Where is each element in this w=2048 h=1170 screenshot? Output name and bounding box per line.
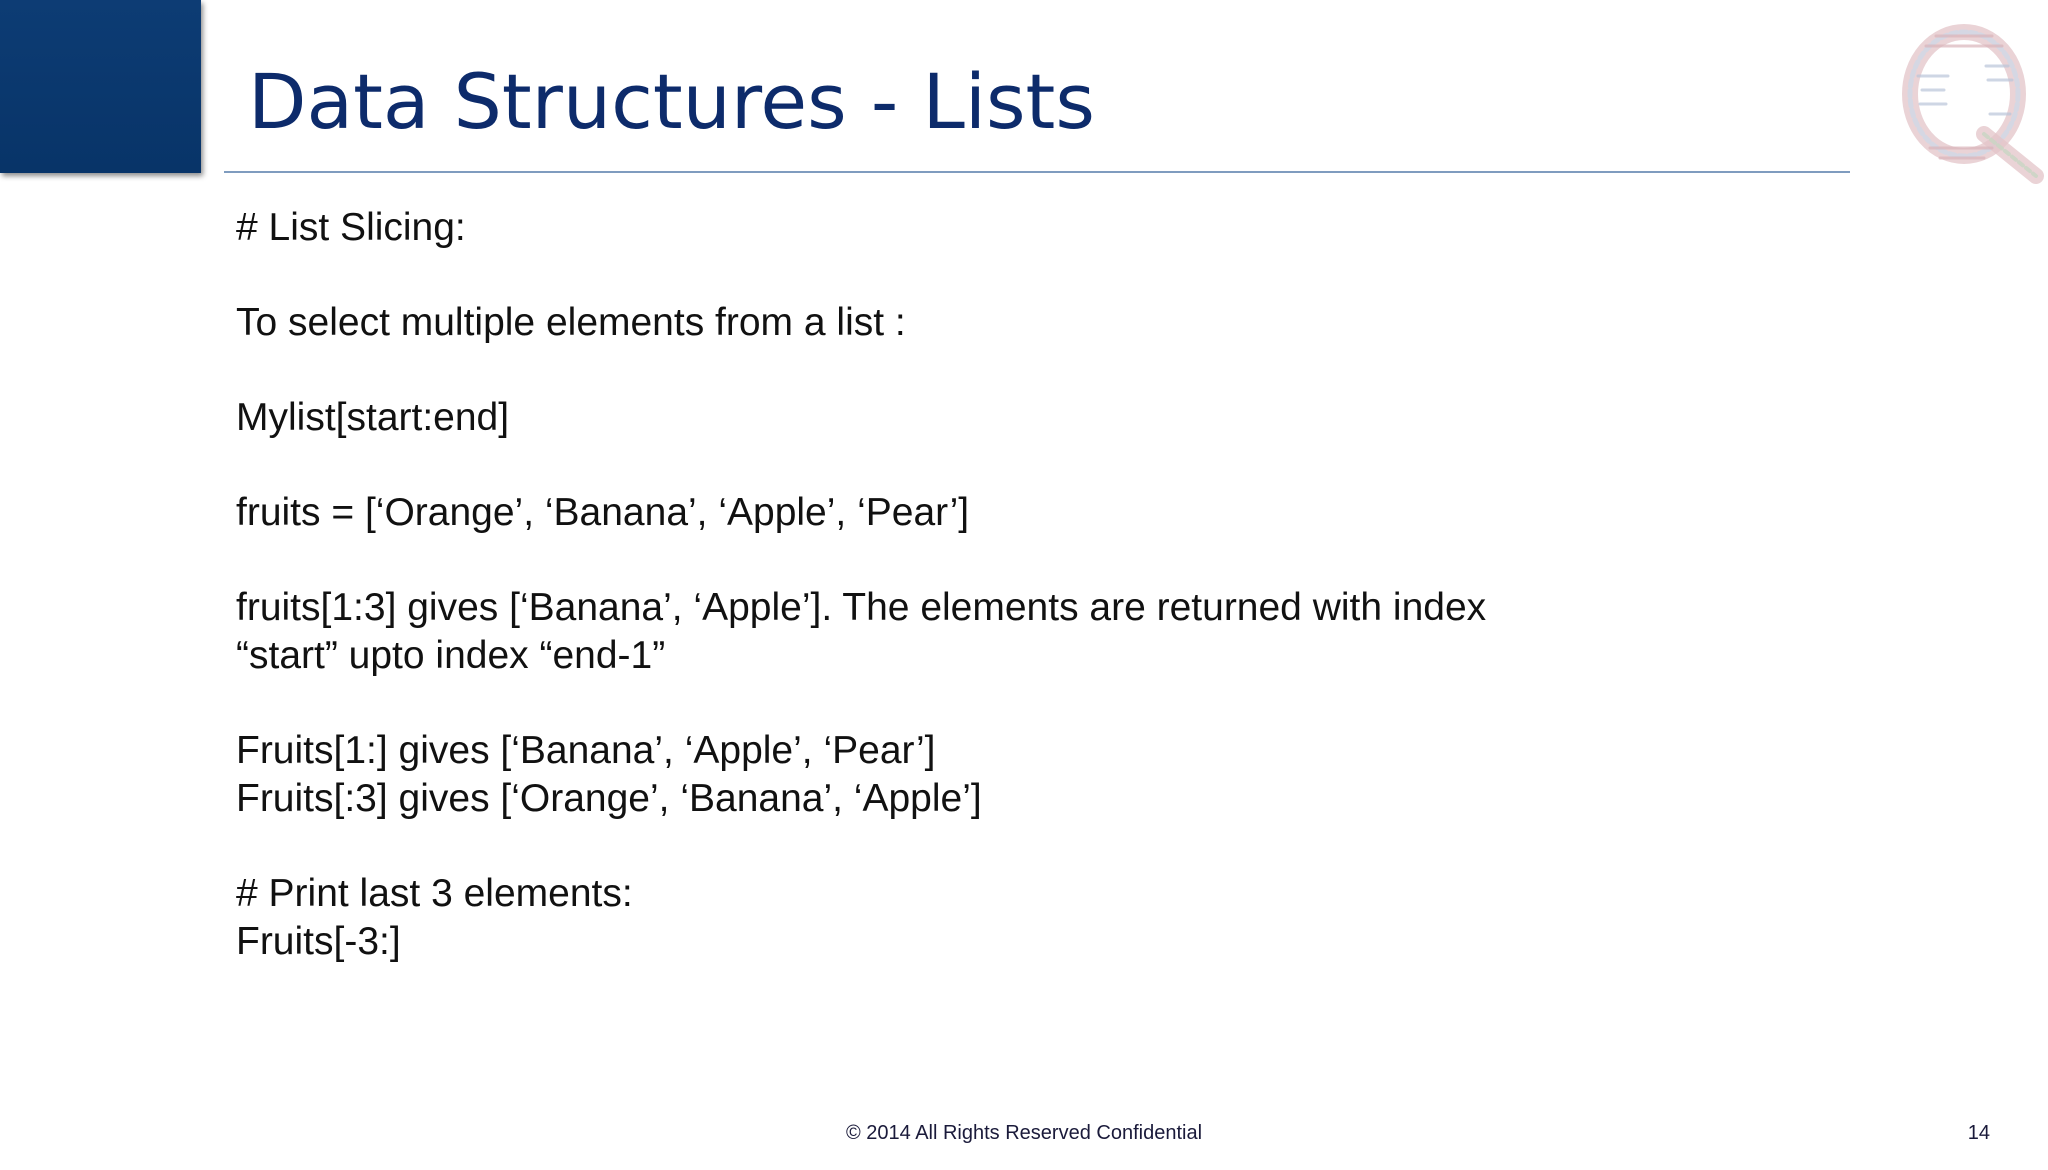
body-line-select-description: To select multiple elements from a list :	[236, 301, 906, 344]
slide-title: Data Structures - Lists	[248, 57, 1095, 146]
body-blank-line	[236, 347, 1936, 394]
q-word-cloud-logo-icon	[1896, 16, 2044, 184]
body-blank-line	[236, 823, 1936, 870]
body-blank-line	[236, 537, 1936, 584]
slide-body	[236, 204, 1936, 966]
body-line-list-slicing-heading: # List Slicing:	[236, 206, 466, 249]
body-blank-line	[236, 680, 1936, 727]
body-line-slice-example: fruits[1:3] gives [‘Banana’, ‘Apple’]. The elements are returned with index	[236, 586, 1487, 629]
body-line-slice-to-end: Fruits[:3] gives [‘Orange’, ‘Banana’, ‘Apple’]	[236, 777, 982, 820]
title-divider	[224, 171, 1850, 173]
body-line-slice-from-start: Fruits[1:] gives [‘Banana’, ‘Apple’, ‘Pear’]	[236, 729, 936, 772]
body-line-negative-slice: Fruits[-3:]	[236, 920, 401, 963]
body-line-slice-explanation: “start” upto index “end-1”	[236, 634, 666, 677]
page-number: 14	[1967, 1122, 1990, 1144]
footer-copyright: © 2014 All Rights Reserved Confidential	[845, 1122, 1203, 1144]
body-line-syntax: Mylist[start:end]	[236, 396, 510, 439]
body-line-fruits-definition: fruits = [‘Orange’, ‘Banana’, ‘Apple’, ‘Pear’]	[236, 491, 970, 534]
body-blank-line	[236, 442, 1936, 489]
body-blank-line	[236, 252, 1936, 299]
body-line-last-elements-heading: # Print last 3 elements:	[236, 872, 633, 915]
corner-accent-block	[0, 0, 201, 173]
